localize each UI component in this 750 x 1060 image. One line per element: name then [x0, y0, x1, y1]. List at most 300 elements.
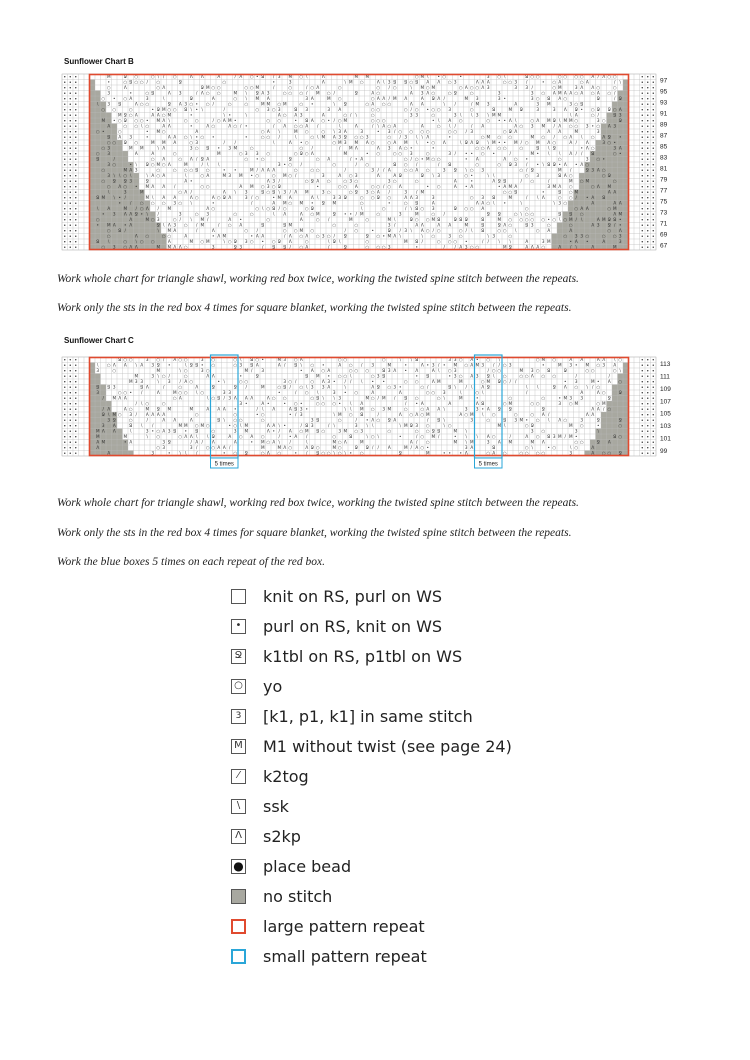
svg-text:○: ○ [458, 85, 463, 91]
svg-text:Ջ: Ջ [503, 417, 507, 423]
svg-text:M: M [145, 406, 150, 412]
svg-text:3: 3 [228, 395, 232, 401]
svg-text:○: ○ [183, 357, 188, 363]
svg-text:M: M [260, 439, 265, 445]
svg-text:Λ: Λ [162, 145, 166, 151]
dot-icon [231, 619, 246, 634]
svg-text:○: ○ [530, 217, 535, 223]
svg-text:/: / [548, 412, 550, 418]
svg-text:Λ: Λ [530, 244, 534, 250]
svg-text:A: A [448, 118, 452, 124]
svg-text:○: ○ [475, 85, 480, 91]
svg-text:Ջ: Ջ [272, 189, 276, 195]
svg-text:○: ○ [387, 140, 392, 146]
svg-text:3: 3 [129, 178, 133, 184]
svg-text:Λ: Λ [211, 439, 215, 445]
svg-text:M: M [277, 445, 282, 451]
svg-text:•: • [536, 151, 539, 157]
svg-text:A: A [107, 123, 111, 129]
svg-text:\: \ [399, 233, 401, 239]
svg-text:Λ: Λ [151, 184, 155, 190]
svg-text:M: M [150, 140, 155, 146]
svg-text:○: ○ [310, 228, 315, 234]
svg-text:○: ○ [574, 206, 579, 212]
svg-text:○: ○ [535, 368, 540, 374]
row-number: 95 [660, 88, 668, 96]
svg-text:○: ○ [194, 412, 199, 418]
svg-text:Λ: Λ [167, 123, 171, 129]
svg-text:•: • [470, 178, 473, 184]
svg-text:/: / [196, 90, 198, 96]
svg-text:M: M [348, 79, 353, 85]
svg-text:•: • [146, 134, 149, 140]
svg-text:/: / [295, 390, 297, 396]
svg-text:○: ○ [453, 129, 458, 135]
svg-text:Λ: Λ [321, 379, 325, 385]
svg-text:/: / [564, 434, 566, 440]
svg-text:/: / [306, 434, 308, 440]
svg-text:Ջ: Ջ [437, 417, 441, 423]
svg-text:3: 3 [464, 406, 468, 412]
svg-text:Ջ: Ջ [354, 90, 358, 96]
svg-text:A: A [426, 406, 430, 412]
svg-text:\: \ [361, 379, 363, 385]
svg-text:○: ○ [249, 145, 254, 151]
svg-text:Λ: Λ [470, 184, 474, 190]
k2tog-glyph: ⁄ [237, 770, 240, 781]
svg-text:\: \ [344, 384, 346, 390]
svg-text:Ջ: Ջ [156, 362, 160, 368]
svg-text:○: ○ [194, 118, 199, 124]
svg-text:○: ○ [447, 423, 452, 429]
svg-text:M: M [288, 74, 293, 80]
svg-text:○: ○ [497, 145, 502, 151]
svg-text:/: / [383, 167, 385, 173]
svg-text:○: ○ [112, 107, 117, 113]
svg-text:Λ: Λ [569, 134, 573, 140]
svg-text:\: \ [333, 412, 335, 418]
svg-text:•: • [201, 362, 204, 368]
svg-text:Λ: Λ [585, 140, 589, 146]
svg-text:○: ○ [420, 384, 425, 390]
svg-text:3: 3 [321, 189, 325, 195]
svg-text:○: ○ [134, 140, 139, 146]
chart-c-title: Sunflower Chart C [64, 336, 134, 345]
svg-text:A: A [514, 184, 518, 190]
svg-text:M: M [359, 211, 364, 217]
svg-text:○: ○ [205, 184, 210, 190]
svg-text:○: ○ [425, 151, 430, 157]
svg-text:○: ○ [502, 145, 507, 151]
svg-text:Λ: Λ [228, 123, 232, 129]
svg-text:○: ○ [563, 200, 568, 206]
svg-text:Ջ: Ջ [101, 412, 105, 418]
svg-text:•: • [470, 151, 473, 157]
svg-text:/: / [311, 145, 313, 151]
svg-text:3: 3 [371, 167, 375, 173]
svg-text:A: A [558, 79, 562, 85]
row-number: 85 [660, 143, 668, 151]
svg-text:A: A [151, 151, 155, 157]
svg-text:Λ: Λ [393, 233, 397, 239]
svg-text:3: 3 [277, 162, 281, 168]
svg-text:M: M [475, 101, 480, 107]
svg-text:3: 3 [569, 450, 573, 456]
svg-text:3: 3 [530, 96, 534, 102]
svg-text:○: ○ [403, 118, 408, 124]
svg-text:3: 3 [228, 390, 232, 396]
svg-text:○: ○ [524, 445, 529, 451]
svg-text:\: \ [559, 118, 561, 124]
svg-text:Ջ: Ջ [123, 140, 127, 146]
svg-text:Ջ: Ջ [607, 134, 611, 140]
svg-text:Ջ: Ջ [156, 406, 160, 412]
svg-text:•: • [503, 96, 506, 102]
svg-text:Ջ: Ջ [525, 222, 529, 228]
svg-text:•: • [404, 368, 407, 374]
svg-text:○: ○ [321, 450, 326, 456]
svg-text:Ջ: Ջ [404, 395, 408, 401]
svg-text:○: ○ [502, 450, 507, 456]
svg-text:3: 3 [387, 244, 391, 250]
svg-text:3: 3 [387, 178, 391, 184]
svg-text:Ջ: Ջ [536, 145, 540, 151]
svg-text:M: M [365, 395, 370, 401]
svg-text:3: 3 [338, 134, 342, 140]
svg-text:Ջ: Ջ [486, 211, 490, 217]
svg-text:•: • [410, 145, 413, 151]
svg-text:•: • [190, 123, 193, 129]
svg-text:○: ○ [288, 173, 293, 179]
svg-text:M: M [282, 101, 287, 107]
svg-text:○: ○ [370, 107, 375, 113]
svg-text:M: M [227, 118, 232, 124]
svg-text:\: \ [108, 239, 110, 245]
row-number: 105 [660, 410, 671, 418]
svg-text:\: \ [163, 96, 165, 102]
svg-text:M: M [222, 173, 227, 179]
svg-text:3: 3 [145, 428, 149, 434]
svg-text:/: / [603, 406, 605, 412]
svg-text:○: ○ [585, 162, 590, 168]
svg-text:A: A [470, 362, 474, 368]
svg-text:•: • [212, 200, 215, 206]
svg-text:M: M [332, 200, 337, 206]
svg-text:Ջ: Ջ [316, 417, 320, 423]
svg-text:/: / [146, 417, 148, 423]
svg-text:○: ○ [387, 195, 392, 201]
svg-text:A: A [393, 417, 397, 423]
svg-text:M: M [508, 439, 513, 445]
svg-text:•: • [124, 439, 127, 445]
svg-text:Λ: Λ [420, 362, 424, 368]
svg-text:3: 3 [112, 384, 116, 390]
svg-text:○: ○ [183, 118, 188, 124]
svg-text:•: • [465, 156, 468, 162]
svg-text:•: • [267, 401, 270, 407]
svg-text:○: ○ [370, 96, 375, 102]
svg-text:○: ○ [271, 173, 276, 179]
svg-text:○: ○ [431, 112, 436, 118]
svg-text:/: / [300, 423, 302, 429]
svg-text:Ջ: Ջ [151, 90, 155, 96]
svg-text:\: \ [432, 173, 434, 179]
svg-text:○: ○ [233, 423, 238, 429]
svg-text:Ջ: Ջ [294, 406, 298, 412]
svg-text:○: ○ [469, 206, 474, 212]
svg-text:A: A [107, 206, 111, 212]
svg-text:\: \ [113, 173, 115, 179]
svg-text:M: M [453, 439, 458, 445]
svg-text:○: ○ [524, 211, 529, 217]
svg-text:○: ○ [337, 85, 342, 91]
svg-text:/: / [438, 434, 440, 440]
svg-text:Ջ: Ջ [530, 167, 534, 173]
svg-text:○: ○ [370, 118, 375, 124]
svg-text:○: ○ [590, 112, 595, 118]
svg-text:\: \ [355, 112, 357, 118]
svg-text:○: ○ [524, 373, 529, 379]
svg-text:○: ○ [370, 189, 375, 195]
svg-text:○: ○ [266, 134, 271, 140]
svg-text:\: \ [526, 384, 528, 390]
svg-text:3: 3 [558, 200, 562, 206]
svg-text:○: ○ [607, 406, 612, 412]
svg-text:○: ○ [392, 151, 397, 157]
svg-text:\: \ [449, 123, 451, 129]
svg-text:A: A [618, 200, 622, 206]
svg-text:3: 3 [266, 184, 270, 190]
svg-text:○: ○ [101, 178, 106, 184]
svg-text:/: / [388, 96, 390, 102]
svg-text:/: / [355, 211, 357, 217]
svg-text:○: ○ [326, 233, 331, 239]
svg-text:M: M [332, 445, 337, 451]
svg-text:/: / [251, 200, 253, 206]
svg-text:Ջ: Ջ [448, 162, 452, 168]
svg-text:/: / [163, 74, 165, 80]
svg-text:Ջ: Ջ [547, 434, 551, 440]
svg-text:○: ○ [315, 445, 320, 451]
svg-text:○: ○ [260, 412, 265, 418]
svg-text:3: 3 [327, 379, 331, 385]
svg-text:Λ: Λ [338, 173, 342, 179]
svg-text:/: / [251, 195, 253, 201]
svg-text:Λ: Λ [173, 244, 177, 250]
svg-text:○: ○ [299, 384, 304, 390]
svg-text:M: M [365, 74, 370, 80]
svg-text:○: ○ [304, 239, 309, 245]
svg-text:○: ○ [321, 129, 326, 135]
svg-text:\: \ [493, 200, 495, 206]
svg-text:M: M [145, 195, 150, 201]
svg-text:○: ○ [354, 428, 359, 434]
svg-text:3: 3 [486, 74, 490, 80]
svg-text:○: ○ [596, 384, 601, 390]
svg-text:A: A [272, 200, 276, 206]
svg-text:/: / [135, 401, 137, 407]
svg-text:○: ○ [183, 368, 188, 374]
svg-text:Λ: Λ [145, 384, 149, 390]
svg-text:Λ: Λ [558, 129, 562, 135]
svg-text:Λ: Λ [580, 162, 584, 168]
svg-text:A: A [151, 112, 155, 118]
svg-text:\: \ [141, 401, 143, 407]
svg-text:•: • [503, 118, 506, 124]
svg-text:A: A [134, 112, 138, 118]
svg-text:○: ○ [579, 79, 584, 85]
svg-text:○: ○ [150, 74, 155, 80]
svg-text:○: ○ [365, 239, 370, 245]
svg-text:○: ○ [392, 178, 397, 184]
svg-text:○: ○ [343, 373, 348, 379]
svg-text:/: / [344, 228, 346, 234]
svg-text:/: / [614, 222, 616, 228]
svg-text:Ջ: Ջ [316, 395, 320, 401]
svg-text:3: 3 [530, 428, 534, 434]
svg-text:3: 3 [310, 384, 314, 390]
svg-text:•: • [289, 412, 292, 418]
svg-text:•: • [300, 140, 303, 146]
svg-text:M: M [337, 412, 342, 418]
svg-text:A: A [206, 156, 210, 162]
svg-text:A: A [239, 74, 243, 80]
svg-text:Λ: Λ [162, 118, 166, 124]
svg-text:•: • [349, 450, 352, 456]
svg-text:Ջ: Ջ [343, 233, 347, 239]
svg-text:•: • [245, 123, 248, 129]
svg-text:Λ: Λ [200, 74, 204, 80]
svg-text:○: ○ [359, 200, 364, 206]
svg-text:Ջ: Ջ [618, 118, 622, 124]
svg-text:/: / [179, 379, 181, 385]
svg-text:M: M [541, 123, 546, 129]
svg-text:Λ: Λ [354, 123, 358, 129]
svg-text:○: ○ [552, 140, 557, 146]
row-number: 81 [660, 165, 668, 173]
svg-text:Ջ: Ջ [563, 368, 567, 374]
svg-text:Λ: Λ [563, 162, 567, 168]
svg-text:M: M [139, 189, 144, 195]
svg-text:3: 3 [569, 362, 573, 368]
svg-text:○: ○ [403, 156, 408, 162]
svg-text:•: • [465, 239, 468, 245]
svg-text:3: 3 [437, 173, 441, 179]
row-number: 101 [660, 435, 671, 443]
svg-text:Λ: Λ [299, 211, 303, 217]
svg-text:A: A [596, 357, 600, 363]
svg-text:M: M [425, 412, 430, 418]
svg-text:A: A [173, 140, 177, 146]
svg-text:A: A [481, 206, 485, 212]
svg-text:3: 3 [310, 423, 314, 429]
svg-text:○: ○ [167, 233, 172, 239]
svg-text:○: ○ [293, 228, 298, 234]
svg-text:\: \ [575, 244, 577, 250]
svg-text:3: 3 [310, 417, 314, 423]
svg-text:\: \ [141, 423, 143, 429]
bead-glyph: ● [233, 859, 244, 873]
svg-text:3: 3 [343, 140, 347, 146]
svg-text:Ջ: Ջ [431, 428, 435, 434]
svg-text:\: \ [383, 79, 385, 85]
svg-text:A: A [255, 233, 259, 239]
svg-text:A: A [525, 244, 529, 250]
svg-text:\: \ [141, 123, 143, 129]
svg-text:\: \ [245, 90, 247, 96]
svg-text:○: ○ [590, 134, 595, 140]
svg-text:○: ○ [579, 439, 584, 445]
svg-text:3: 3 [277, 107, 281, 113]
svg-text:Λ: Λ [222, 189, 226, 195]
svg-text:•: • [498, 140, 501, 146]
svg-text:Ջ: Ջ [508, 406, 512, 412]
svg-text:Ջ: Ջ [453, 90, 457, 96]
svg-text:M: M [233, 145, 238, 151]
svg-text:○: ○ [304, 206, 309, 212]
svg-text:○: ○ [200, 134, 205, 140]
svg-text:Λ: Λ [343, 439, 347, 445]
svg-text:3: 3 [431, 362, 435, 368]
svg-text:○: ○ [123, 239, 128, 245]
row-number: 113 [660, 361, 671, 369]
svg-text:3: 3 [387, 222, 391, 228]
svg-text:•: • [140, 211, 143, 217]
svg-text:\: \ [394, 217, 396, 223]
svg-text:○: ○ [205, 90, 210, 96]
svg-text:\: \ [548, 417, 550, 423]
svg-text:○: ○ [535, 434, 540, 440]
svg-text:3: 3 [574, 85, 578, 91]
svg-text:A: A [184, 379, 188, 385]
svg-text:M: M [607, 184, 612, 190]
twisted-glyph: Ջ [234, 650, 243, 661]
svg-text:○: ○ [178, 357, 183, 363]
svg-text:M: M [420, 74, 425, 80]
svg-text:M: M [546, 101, 551, 107]
svg-text:•: • [569, 239, 572, 245]
row-number: 71 [660, 220, 668, 228]
svg-text:Ջ: Ջ [453, 206, 457, 212]
svg-text:○: ○ [288, 379, 293, 385]
svg-text:M: M [414, 211, 419, 217]
svg-text:/: / [350, 379, 352, 385]
svg-text:•: • [542, 189, 545, 195]
svg-text:\: \ [333, 395, 335, 401]
svg-text:Ջ: Ջ [96, 156, 100, 162]
svg-text:Ջ: Ջ [415, 206, 419, 212]
svg-text:M: M [475, 362, 480, 368]
svg-text:M: M [134, 373, 139, 379]
svg-text:M: M [205, 239, 210, 245]
svg-text:A: A [211, 96, 215, 102]
svg-text:A: A [162, 428, 166, 434]
svg-text:A: A [338, 362, 342, 368]
svg-text:•: • [129, 390, 132, 396]
svg-text:M: M [403, 445, 408, 451]
svg-text:Ջ: Ջ [140, 384, 144, 390]
svg-text:/: / [245, 384, 247, 390]
svg-text:○: ○ [304, 151, 309, 157]
svg-text:•: • [503, 140, 506, 146]
svg-text:A: A [569, 140, 573, 146]
svg-text:\: \ [531, 445, 533, 451]
svg-text:Ջ: Ջ [343, 244, 347, 250]
svg-text:Ջ: Ջ [486, 373, 490, 379]
svg-text:○: ○ [343, 178, 348, 184]
svg-text:○: ○ [387, 384, 392, 390]
svg-text:3: 3 [453, 368, 457, 374]
